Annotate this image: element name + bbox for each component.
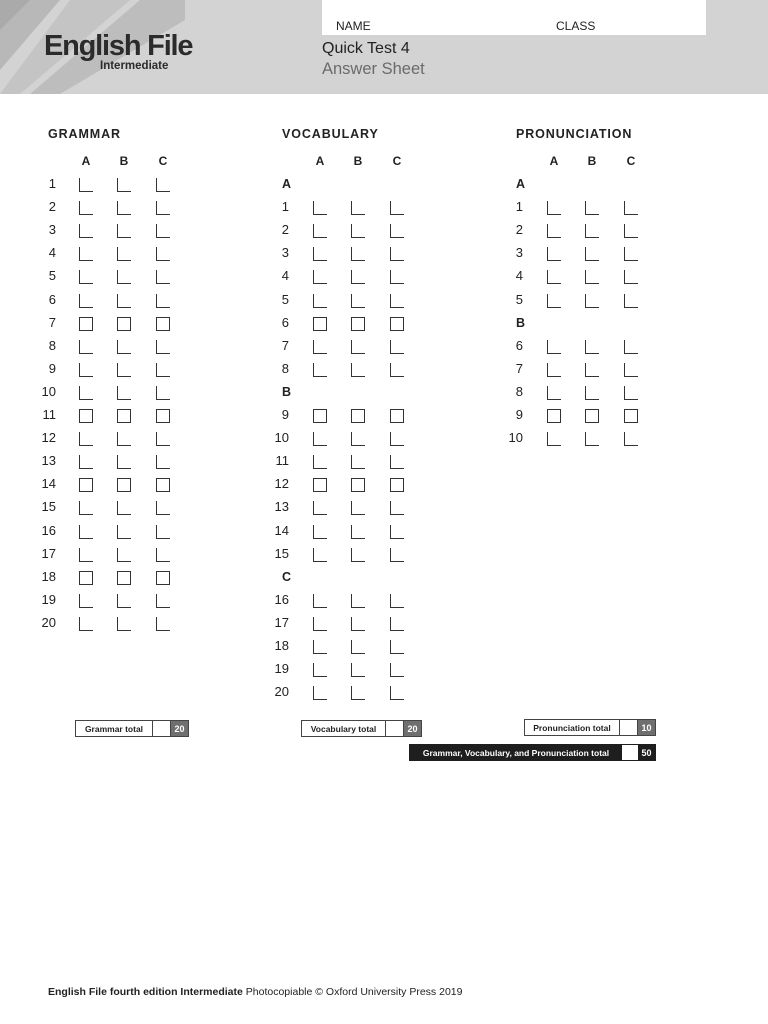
grammar-answer-checkbox[interactable] (156, 270, 170, 284)
grammar-answer-checkbox[interactable] (79, 455, 93, 469)
vocabulary-answer-checkbox[interactable] (390, 525, 404, 539)
grand-total-box (409, 744, 656, 761)
grammar-answer-checkbox[interactable] (156, 247, 170, 261)
grammar-answer-checkbox[interactable] (117, 386, 131, 400)
pronunciation-answer-checkbox[interactable] (624, 270, 638, 284)
vocabulary-question-number: 19 (274, 661, 289, 677)
vocabulary-question-number: 8 (281, 360, 289, 376)
vocabulary-answer-checkbox[interactable] (313, 317, 327, 331)
pronunciation-total-score-field[interactable] (620, 720, 638, 735)
vocabulary-heading: VOCABULARY (282, 127, 379, 141)
vocabulary-answer-checkbox[interactable] (390, 247, 404, 261)
vocabulary-answer-checkbox[interactable] (390, 455, 404, 469)
vocabulary-question-number: 14 (274, 522, 289, 538)
grammar-column-b: B (119, 154, 129, 168)
pronunciation-answer-checkbox[interactable] (547, 363, 561, 377)
pronunciation-answer-checkbox[interactable] (624, 409, 638, 423)
vocabulary-answer-checkbox[interactable] (313, 247, 327, 261)
pronunciation-answer-checkbox[interactable] (624, 340, 638, 354)
grammar-question-number: 15 (41, 499, 56, 515)
test-title: Quick Test 4 (322, 40, 410, 57)
vocabulary-answer-checkbox[interactable] (313, 686, 327, 700)
vocabulary-answer-checkbox[interactable] (351, 247, 365, 261)
vocabulary-answer-checkbox[interactable] (390, 686, 404, 700)
grammar-question-number: 1 (48, 176, 56, 191)
vocabulary-answer-checkbox[interactable] (313, 270, 327, 284)
vocabulary-answer-checkbox[interactable] (351, 594, 365, 608)
grammar-answer-checkbox[interactable] (117, 594, 131, 608)
grammar-answer-checkbox[interactable] (79, 201, 93, 215)
pronunciation-question-number: 5 (515, 291, 523, 307)
vocabulary-answer-checkbox[interactable] (313, 340, 327, 354)
vocabulary-answer-checkbox[interactable] (390, 201, 404, 215)
pronunciation-answer-checkbox[interactable] (547, 340, 561, 354)
vocabulary-column-a: A (315, 154, 325, 168)
vocabulary-answer-checkbox[interactable] (313, 455, 327, 469)
grammar-answer-checkbox[interactable] (117, 571, 131, 585)
pronunciation-answer-checkbox[interactable] (547, 432, 561, 446)
grammar-answer-checkbox[interactable] (156, 432, 170, 446)
grammar-answer-checkbox[interactable] (79, 270, 93, 284)
vocabulary-answer-checkbox[interactable] (313, 525, 327, 539)
vocabulary-question-number: 17 (274, 614, 289, 630)
vocabulary-answer-checkbox[interactable] (313, 617, 327, 631)
grammar-answer-checkbox[interactable] (156, 178, 170, 192)
vocabulary-answer-checkbox[interactable] (390, 478, 404, 492)
pronunciation-question-number: 6 (515, 337, 523, 353)
pronunciation-answer-checkbox[interactable] (547, 409, 561, 423)
pronunciation-column-a: A (549, 154, 559, 168)
grammar-answer-checkbox[interactable] (117, 455, 131, 469)
grammar-question-number: 3 (48, 222, 56, 238)
grammar-question-number: 7 (48, 314, 56, 330)
grammar-answer-checkbox[interactable] (156, 386, 170, 400)
pronunciation-answer-checkbox[interactable] (585, 201, 599, 215)
brand-subtitle: Intermediate (100, 60, 169, 72)
vocabulary-answer-checkbox[interactable] (390, 663, 404, 677)
vocabulary-answer-checkbox[interactable] (351, 501, 365, 515)
vocabulary-question-number: 9 (281, 407, 289, 422)
vocabulary-question-number: 6 (281, 314, 289, 330)
grammar-question-number: 19 (41, 591, 56, 607)
grammar-answer-checkbox[interactable] (156, 455, 170, 469)
pronunciation-answer-checkbox[interactable] (585, 432, 599, 446)
grammar-question-number: 14 (41, 476, 56, 492)
vocabulary-question-number: 1 (281, 199, 289, 215)
pronunciation-answer-checkbox[interactable] (585, 247, 599, 261)
pronunciation-total-label: Pronunciation total (525, 720, 620, 735)
pronunciation-question-number: 10 (508, 430, 523, 446)
grammar-answer-checkbox[interactable] (117, 178, 131, 192)
vocabulary-answer-checkbox[interactable] (351, 663, 365, 677)
page-header (0, 0, 768, 94)
vocabulary-answer-checkbox[interactable] (313, 294, 327, 308)
test-subtitle: Answer Sheet (322, 60, 425, 78)
grammar-question-number: 10 (41, 383, 56, 399)
vocabulary-answer-checkbox[interactable] (313, 478, 327, 492)
pronunciation-total-max: 10 (638, 720, 655, 735)
grammar-answer-checkbox[interactable] (79, 317, 93, 331)
vocabulary-answer-checkbox[interactable] (390, 617, 404, 631)
vocabulary-answer-checkbox[interactable] (351, 617, 365, 631)
pronunciation-answer-checkbox[interactable] (585, 294, 599, 308)
pronunciation-answer-checkbox[interactable] (585, 363, 599, 377)
vocabulary-answer-checkbox[interactable] (313, 663, 327, 677)
pronunciation-answer-checkbox[interactable] (547, 247, 561, 261)
grammar-answer-checkbox[interactable] (79, 594, 93, 608)
vocabulary-column-b: B (353, 154, 363, 168)
grammar-answer-checkbox[interactable] (156, 363, 170, 377)
grammar-answer-checkbox[interactable] (117, 363, 131, 377)
vocabulary-answer-checkbox[interactable] (390, 270, 404, 284)
grammar-question-number: 17 (41, 545, 56, 561)
grammar-answer-checkbox[interactable] (117, 409, 131, 423)
grammar-answer-checkbox[interactable] (117, 548, 131, 562)
grammar-total-box (75, 720, 189, 737)
grammar-answer-checkbox[interactable] (156, 525, 170, 539)
grammar-answer-checkbox[interactable] (117, 317, 131, 331)
brand-logo (44, 30, 193, 72)
grammar-total-max: 20 (171, 721, 188, 736)
vocabulary-answer-checkbox[interactable] (313, 640, 327, 654)
grammar-answer-checkbox[interactable] (117, 224, 131, 238)
vocabulary-answer-checkbox[interactable] (351, 294, 365, 308)
vocabulary-answer-checkbox[interactable] (390, 640, 404, 654)
vocabulary-answer-checkbox[interactable] (351, 686, 365, 700)
grammar-answer-checkbox[interactable] (117, 340, 131, 354)
grammar-column-c: C (158, 154, 168, 168)
grammar-answer-checkbox[interactable] (117, 201, 131, 215)
pronunciation-question-number: 3 (515, 245, 523, 261)
pronunciation-answer-checkbox[interactable] (624, 432, 638, 446)
grand-total-max: 50 (641, 747, 652, 758)
vocabulary-total-label: Vocabulary total (302, 721, 386, 736)
grammar-question-number: 4 (48, 245, 56, 261)
grammar-answer-checkbox[interactable] (156, 201, 170, 215)
grammar-answer-checkbox[interactable] (79, 571, 93, 585)
grammar-answer-checkbox[interactable] (156, 617, 170, 631)
vocabulary-answer-checkbox[interactable] (351, 340, 365, 354)
class-label: CLASS (556, 19, 596, 33)
vocabulary-answer-checkbox[interactable] (313, 409, 327, 423)
pronunciation-question-number: 7 (515, 360, 523, 376)
vocabulary-question-number: 20 (274, 684, 289, 700)
grammar-answer-checkbox[interactable] (156, 224, 170, 238)
grammar-answer-checkbox[interactable] (117, 247, 131, 261)
brand-title: English File (44, 30, 193, 62)
vocabulary-answer-checkbox[interactable] (351, 201, 365, 215)
grand-total-label: Grammar, Vocabulary, and Pronunciation total (422, 747, 610, 758)
vocabulary-question-number: 5 (281, 291, 289, 307)
vocabulary-answer-checkbox[interactable] (390, 409, 404, 423)
pronunciation-part-b: B (516, 315, 526, 330)
grammar-heading: GRAMMAR (48, 127, 121, 141)
grammar-answer-checkbox[interactable] (117, 478, 131, 492)
grammar-answer-checkbox[interactable] (79, 501, 93, 515)
pronunciation-answer-checkbox[interactable] (585, 340, 599, 354)
pronunciation-column-b: B (587, 154, 597, 168)
grammar-answer-checkbox[interactable] (79, 478, 93, 492)
grammar-answer-checkbox[interactable] (156, 501, 170, 515)
vocabulary-answer-checkbox[interactable] (313, 501, 327, 515)
pronunciation-answer-checkbox[interactable] (624, 363, 638, 377)
grammar-answer-checkbox[interactable] (117, 617, 131, 631)
grand-total-score-field[interactable] (622, 745, 638, 760)
grammar-answer-checkbox[interactable] (156, 571, 170, 585)
grammar-question-number: 20 (41, 614, 56, 630)
pronunciation-answer-checkbox[interactable] (624, 247, 638, 261)
grammar-answer-checkbox[interactable] (156, 294, 170, 308)
grammar-answer-checkbox[interactable] (156, 409, 170, 423)
vocabulary-answer-checkbox[interactable] (351, 270, 365, 284)
grammar-total-label: Grammar total (76, 721, 153, 736)
grammar-answer-checkbox[interactable] (156, 548, 170, 562)
grammar-answer-checkbox[interactable] (156, 478, 170, 492)
grammar-answer-checkbox[interactable] (79, 386, 93, 400)
grammar-answer-checkbox[interactable] (156, 317, 170, 331)
grammar-answer-checkbox[interactable] (117, 525, 131, 539)
vocabulary-question-number: 4 (281, 268, 289, 284)
vocabulary-answer-checkbox[interactable] (351, 548, 365, 562)
vocabulary-answer-checkbox[interactable] (351, 317, 365, 331)
grammar-answer-checkbox[interactable] (117, 432, 131, 446)
grammar-question-number: 16 (41, 522, 56, 538)
pronunciation-total-box (524, 719, 656, 736)
grammar-answer-checkbox[interactable] (117, 294, 131, 308)
vocabulary-answer-checkbox[interactable] (351, 432, 365, 446)
vocabulary-answer-checkbox[interactable] (313, 432, 327, 446)
vocabulary-question-number: 3 (281, 245, 289, 261)
vocabulary-answer-checkbox[interactable] (351, 525, 365, 539)
grammar-question-number: 2 (48, 199, 56, 215)
pronunciation-answer-checkbox[interactable] (585, 386, 599, 400)
grammar-question-number: 8 (48, 337, 56, 353)
vocabulary-question-number: 7 (281, 337, 289, 353)
pronunciation-answer-checkbox[interactable] (547, 294, 561, 308)
pronunciation-answer-checkbox[interactable] (624, 294, 638, 308)
vocabulary-total-score-field[interactable] (386, 721, 404, 736)
vocabulary-question-number: 10 (274, 430, 289, 446)
grammar-answer-checkbox[interactable] (79, 548, 93, 562)
pronunciation-column-c: C (626, 154, 636, 168)
pronunciation-question-number: 9 (515, 407, 523, 422)
vocabulary-total-max: 20 (404, 721, 421, 736)
grammar-answer-checkbox[interactable] (117, 501, 131, 515)
grammar-answer-checkbox[interactable] (117, 270, 131, 284)
grammar-answer-checkbox[interactable] (156, 340, 170, 354)
vocabulary-question-number: 12 (274, 476, 289, 492)
grammar-column-a: A (81, 154, 91, 168)
vocabulary-answer-checkbox[interactable] (313, 201, 327, 215)
grammar-answer-checkbox[interactable] (79, 340, 93, 354)
pronunciation-question-number: 8 (515, 383, 523, 399)
vocabulary-answer-checkbox[interactable] (390, 501, 404, 515)
vocabulary-answer-checkbox[interactable] (390, 594, 404, 608)
vocabulary-answer-checkbox[interactable] (313, 548, 327, 562)
vocabulary-question-number: 16 (274, 591, 289, 607)
pronunciation-question-number: 1 (515, 199, 523, 215)
vocabulary-question-number: 15 (274, 545, 289, 561)
vocabulary-part-b: B (282, 384, 292, 399)
grammar-answer-checkbox[interactable] (79, 247, 93, 261)
grammar-question-number: 9 (48, 360, 56, 376)
pronunciation-answer-checkbox[interactable] (585, 409, 599, 423)
vocabulary-question-number: 11 (275, 453, 289, 469)
grammar-question-number: 11 (42, 407, 56, 422)
grammar-answer-checkbox[interactable] (79, 363, 93, 377)
grammar-answer-checkbox[interactable] (79, 617, 93, 631)
pronunciation-answer-checkbox[interactable] (547, 386, 561, 400)
pronunciation-answer-checkbox[interactable] (547, 224, 561, 238)
grammar-question-number: 18 (41, 568, 56, 584)
pronunciation-question-number: 2 (515, 222, 523, 238)
vocabulary-column-c: C (392, 154, 402, 168)
pronunciation-question-number: 4 (515, 268, 523, 284)
vocabulary-answer-checkbox[interactable] (351, 409, 365, 423)
name-label: NAME (336, 19, 371, 33)
pronunciation-answer-checkbox[interactable] (585, 224, 599, 238)
vocabulary-answer-checkbox[interactable] (313, 363, 327, 377)
vocabulary-answer-checkbox[interactable] (390, 432, 404, 446)
vocabulary-part-c: C (282, 569, 292, 584)
grammar-total-score-field[interactable] (153, 721, 171, 736)
vocabulary-answer-checkbox[interactable] (351, 455, 365, 469)
grammar-answer-checkbox[interactable] (79, 409, 93, 423)
footer-copyright: Photocopiable © Oxford University Press 2019 (245, 986, 463, 998)
grammar-answer-checkbox[interactable] (79, 224, 93, 238)
grammar-answer-checkbox[interactable] (79, 432, 93, 446)
vocabulary-answer-checkbox[interactable] (390, 317, 404, 331)
grammar-question-number: 6 (48, 291, 56, 307)
grammar-answer-checkbox[interactable] (79, 294, 93, 308)
grammar-answer-checkbox[interactable] (156, 594, 170, 608)
pronunciation-answer-checkbox[interactable] (547, 201, 561, 215)
footer-title: English File fourth edition Intermediate (48, 986, 243, 998)
vocabulary-total-box (301, 720, 422, 737)
pronunciation-answer-checkbox[interactable] (547, 270, 561, 284)
pronunciation-answer-checkbox[interactable] (624, 386, 638, 400)
grammar-answer-checkbox[interactable] (79, 178, 93, 192)
vocabulary-question-number: 13 (274, 499, 289, 515)
vocabulary-question-number: 18 (274, 638, 289, 653)
vocabulary-answer-checkbox[interactable] (313, 594, 327, 608)
vocabulary-answer-checkbox[interactable] (390, 340, 404, 354)
vocabulary-question-number: 2 (281, 222, 289, 238)
vocabulary-answer-checkbox[interactable] (390, 548, 404, 562)
pronunciation-answer-checkbox[interactable] (585, 270, 599, 284)
vocabulary-part-a: A (282, 177, 292, 191)
vocabulary-answer-checkbox[interactable] (313, 224, 327, 238)
grammar-question-number: 5 (48, 268, 56, 284)
page-footer (48, 986, 462, 998)
name-class-box (322, 0, 706, 35)
grammar-answer-checkbox[interactable] (79, 525, 93, 539)
vocabulary-answer-checkbox[interactable] (351, 224, 365, 238)
vocabulary-answer-checkbox[interactable] (390, 363, 404, 377)
vocabulary-answer-checkbox[interactable] (351, 363, 365, 377)
vocabulary-answer-checkbox[interactable] (390, 294, 404, 308)
grammar-question-number: 13 (41, 453, 56, 469)
pronunciation-answer-checkbox[interactable] (624, 224, 638, 238)
vocabulary-answer-checkbox[interactable] (390, 224, 404, 238)
pronunciation-answer-checkbox[interactable] (624, 201, 638, 215)
grammar-question-number: 12 (41, 430, 56, 446)
vocabulary-answer-checkbox[interactable] (351, 478, 365, 492)
pronunciation-part-a: A (516, 177, 526, 191)
vocabulary-answer-checkbox[interactable] (351, 640, 365, 654)
pronunciation-heading: PRONUNCIATION (516, 127, 633, 141)
